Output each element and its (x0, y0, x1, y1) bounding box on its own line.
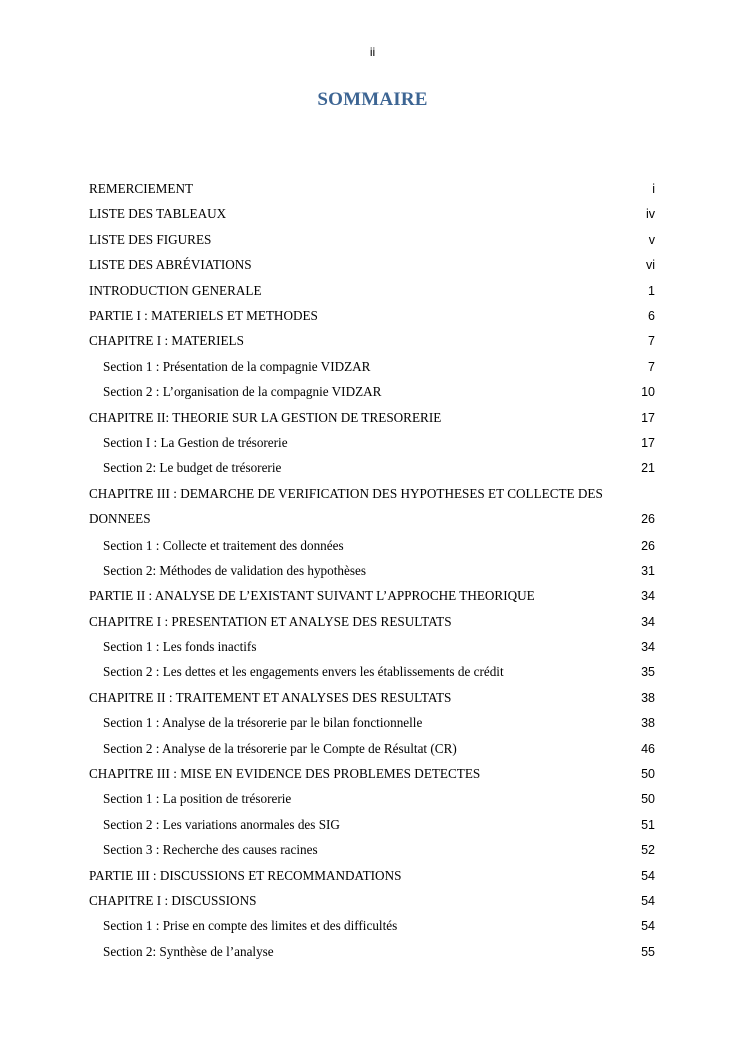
toc-entry-label: CHAPITRE I : MATERIELS (89, 333, 244, 349)
toc-entry-page-number: 34 (641, 640, 655, 655)
toc-entry[interactable] (89, 837, 655, 862)
toc-entry[interactable] (89, 786, 655, 811)
toc-entry[interactable] (89, 583, 655, 608)
toc-entry-page-number: iv (645, 207, 655, 222)
toc-entry-label: CHAPITRE II: THEORIE SUR LA GESTION DE TRESORERIE (89, 409, 442, 425)
toc-entry-label: LISTE DES FIGURES (89, 231, 212, 247)
toc-entry-page-number: 10 (641, 385, 655, 400)
toc-entry-label: Section 2 : L’organisation de la compagnie VIDZAR (103, 384, 382, 400)
toc-entry[interactable] (89, 278, 655, 303)
table-of-contents (89, 176, 655, 964)
toc-entry-label: LISTE DES ABRÉVIATIONS (89, 257, 252, 273)
toc-entry[interactable] (89, 201, 655, 226)
toc-entry-page-number: 17 (641, 435, 655, 450)
toc-entry[interactable] (89, 812, 655, 837)
toc-entry-page-number: 26 (641, 538, 655, 553)
toc-entry-page-number: 17 (641, 410, 655, 425)
toc-entry-label: Section 1 : Prise en compte des limites et des difficultés (103, 918, 398, 934)
toc-entry[interactable] (89, 609, 655, 634)
toc-entry-page-number: 21 (641, 461, 655, 476)
toc-entry-label: Section 1 : Les fonds inactifs (103, 639, 257, 655)
toc-entry[interactable] (89, 863, 655, 888)
toc-entry-label: Section 2 : Les variations anormales des SIG (103, 816, 340, 832)
toc-entry-label: Section 2 : Analyse de la trésorerie par le Compte de Résultat (CR) (103, 740, 457, 756)
toc-entry-page-number: 54 (641, 868, 655, 883)
toc-entry-page-number: 54 (641, 893, 655, 908)
toc-entry-label: Section 2: Le budget de trésorerie (103, 460, 282, 476)
toc-entry[interactable] (89, 379, 655, 404)
toc-entry[interactable] (89, 405, 655, 430)
toc-entry[interactable] (89, 354, 655, 379)
toc-entry-page-number: i (652, 182, 655, 196)
toc-entry-label: REMERCIEMENT (89, 181, 194, 196)
toc-entry-page-number: 6 (648, 308, 655, 323)
toc-entry-page-number: 31 (641, 563, 655, 578)
toc-entry-label: LISTE DES TABLEAUX (89, 206, 227, 222)
toc-entry[interactable] (89, 659, 655, 684)
toc-entry-page-number: 1 (648, 283, 655, 298)
toc-entry[interactable] (89, 252, 655, 277)
page-number: ii (369, 45, 376, 59)
toc-entry-page-number: 51 (641, 817, 655, 832)
toc-entry[interactable] (89, 888, 655, 913)
toc-entry-page-number: 34 (641, 589, 655, 604)
toc-entry[interactable] (89, 303, 655, 328)
toc-entry-label: CHAPITRE III : DEMARCHE DE VERIFICATION DES HYPOTHESES ET COLLECTE DES (89, 485, 603, 501)
toc-entry-page-number: vi (645, 258, 655, 273)
toc-entry[interactable] (89, 227, 655, 252)
toc-entry[interactable] (89, 710, 655, 735)
toc-entry[interactable] (89, 736, 655, 761)
toc-entry-label: DONNEES (89, 511, 151, 527)
toc-entry-label: Section 2: Méthodes de validation des hypothèses (103, 562, 366, 578)
toc-entry[interactable] (89, 634, 655, 659)
toc-entry[interactable] (89, 939, 655, 964)
toc-entry-page-number: 35 (641, 665, 655, 680)
toc-entry-label: PARTIE II : ANALYSE DE L’EXISTANT SUIVANT L’APPROCHE THEORIQUE (89, 588, 535, 604)
toc-entry-label: CHAPITRE I : PRESENTATION ET ANALYSE DES RESULTATS (89, 613, 452, 629)
toc-entry[interactable] (89, 328, 655, 353)
toc-entry-page-number: 55 (641, 944, 655, 959)
toc-entry-page-number: 54 (641, 919, 655, 934)
page-title: SOMMAIRE (317, 89, 428, 110)
toc-entry-label: Section I : La Gestion de trésorerie (103, 434, 288, 450)
toc-entry-page-number: 26 (641, 512, 655, 527)
toc-entry-label: Section 2: Synthèse de l’analyse (103, 943, 274, 959)
toc-entry-label: Section 1 : Analyse de la trésorerie par le bilan fonctionnelle (103, 715, 423, 731)
toc-entry-page-number: 46 (641, 741, 655, 756)
toc-entry-label: Section 3 : Recherche des causes racines (103, 842, 318, 858)
toc-entry-label: CHAPITRE II : TRAITEMENT ET ANALYSES DES RESULTATS (89, 689, 452, 705)
toc-entry[interactable] (89, 455, 655, 480)
toc-entry[interactable] (89, 481, 655, 533)
toc-entry[interactable] (89, 176, 655, 201)
toc-entry[interactable] (89, 761, 655, 786)
toc-entry-label: Section 1 : Présentation de la compagnie VIDZAR (103, 358, 371, 374)
toc-entry-page-number: 34 (641, 614, 655, 629)
toc-entry-page-number: 38 (641, 716, 655, 731)
toc-entry[interactable] (89, 558, 655, 583)
toc-entry-page-number: v (648, 232, 655, 247)
toc-entry-label: INTRODUCTION GENERALE (89, 282, 262, 298)
toc-entry-label: PARTIE I : MATERIELS ET METHODES (89, 307, 318, 323)
toc-entry-page-number: 52 (641, 843, 655, 858)
toc-entry[interactable] (89, 533, 655, 558)
toc-entry-page-number: 7 (648, 359, 655, 374)
toc-entry-page-number: 50 (641, 767, 655, 782)
toc-entry-label: CHAPITRE I : DISCUSSIONS (89, 892, 257, 908)
toc-entry-label: Section 2 : Les dettes et les engagements envers les établissements de crédit (103, 664, 504, 680)
toc-entry-label: Section 1 : La position de trésorerie (103, 791, 292, 807)
toc-entry-page-number: 50 (641, 792, 655, 807)
toc-entry[interactable] (89, 685, 655, 710)
toc-entry[interactable] (89, 430, 655, 455)
toc-entry-label: PARTIE III : DISCUSSIONS ET RECOMMANDATIONS (89, 867, 402, 883)
toc-entry-page-number: 7 (648, 334, 655, 349)
toc-entry-page-number: 38 (641, 690, 655, 705)
toc-entry[interactable] (89, 913, 655, 938)
toc-entry-label: Section 1 : Collecte et traitement des données (103, 537, 344, 553)
toc-entry-label: CHAPITRE III : MISE EN EVIDENCE DES PROBLEMES DETECTES (89, 766, 481, 782)
